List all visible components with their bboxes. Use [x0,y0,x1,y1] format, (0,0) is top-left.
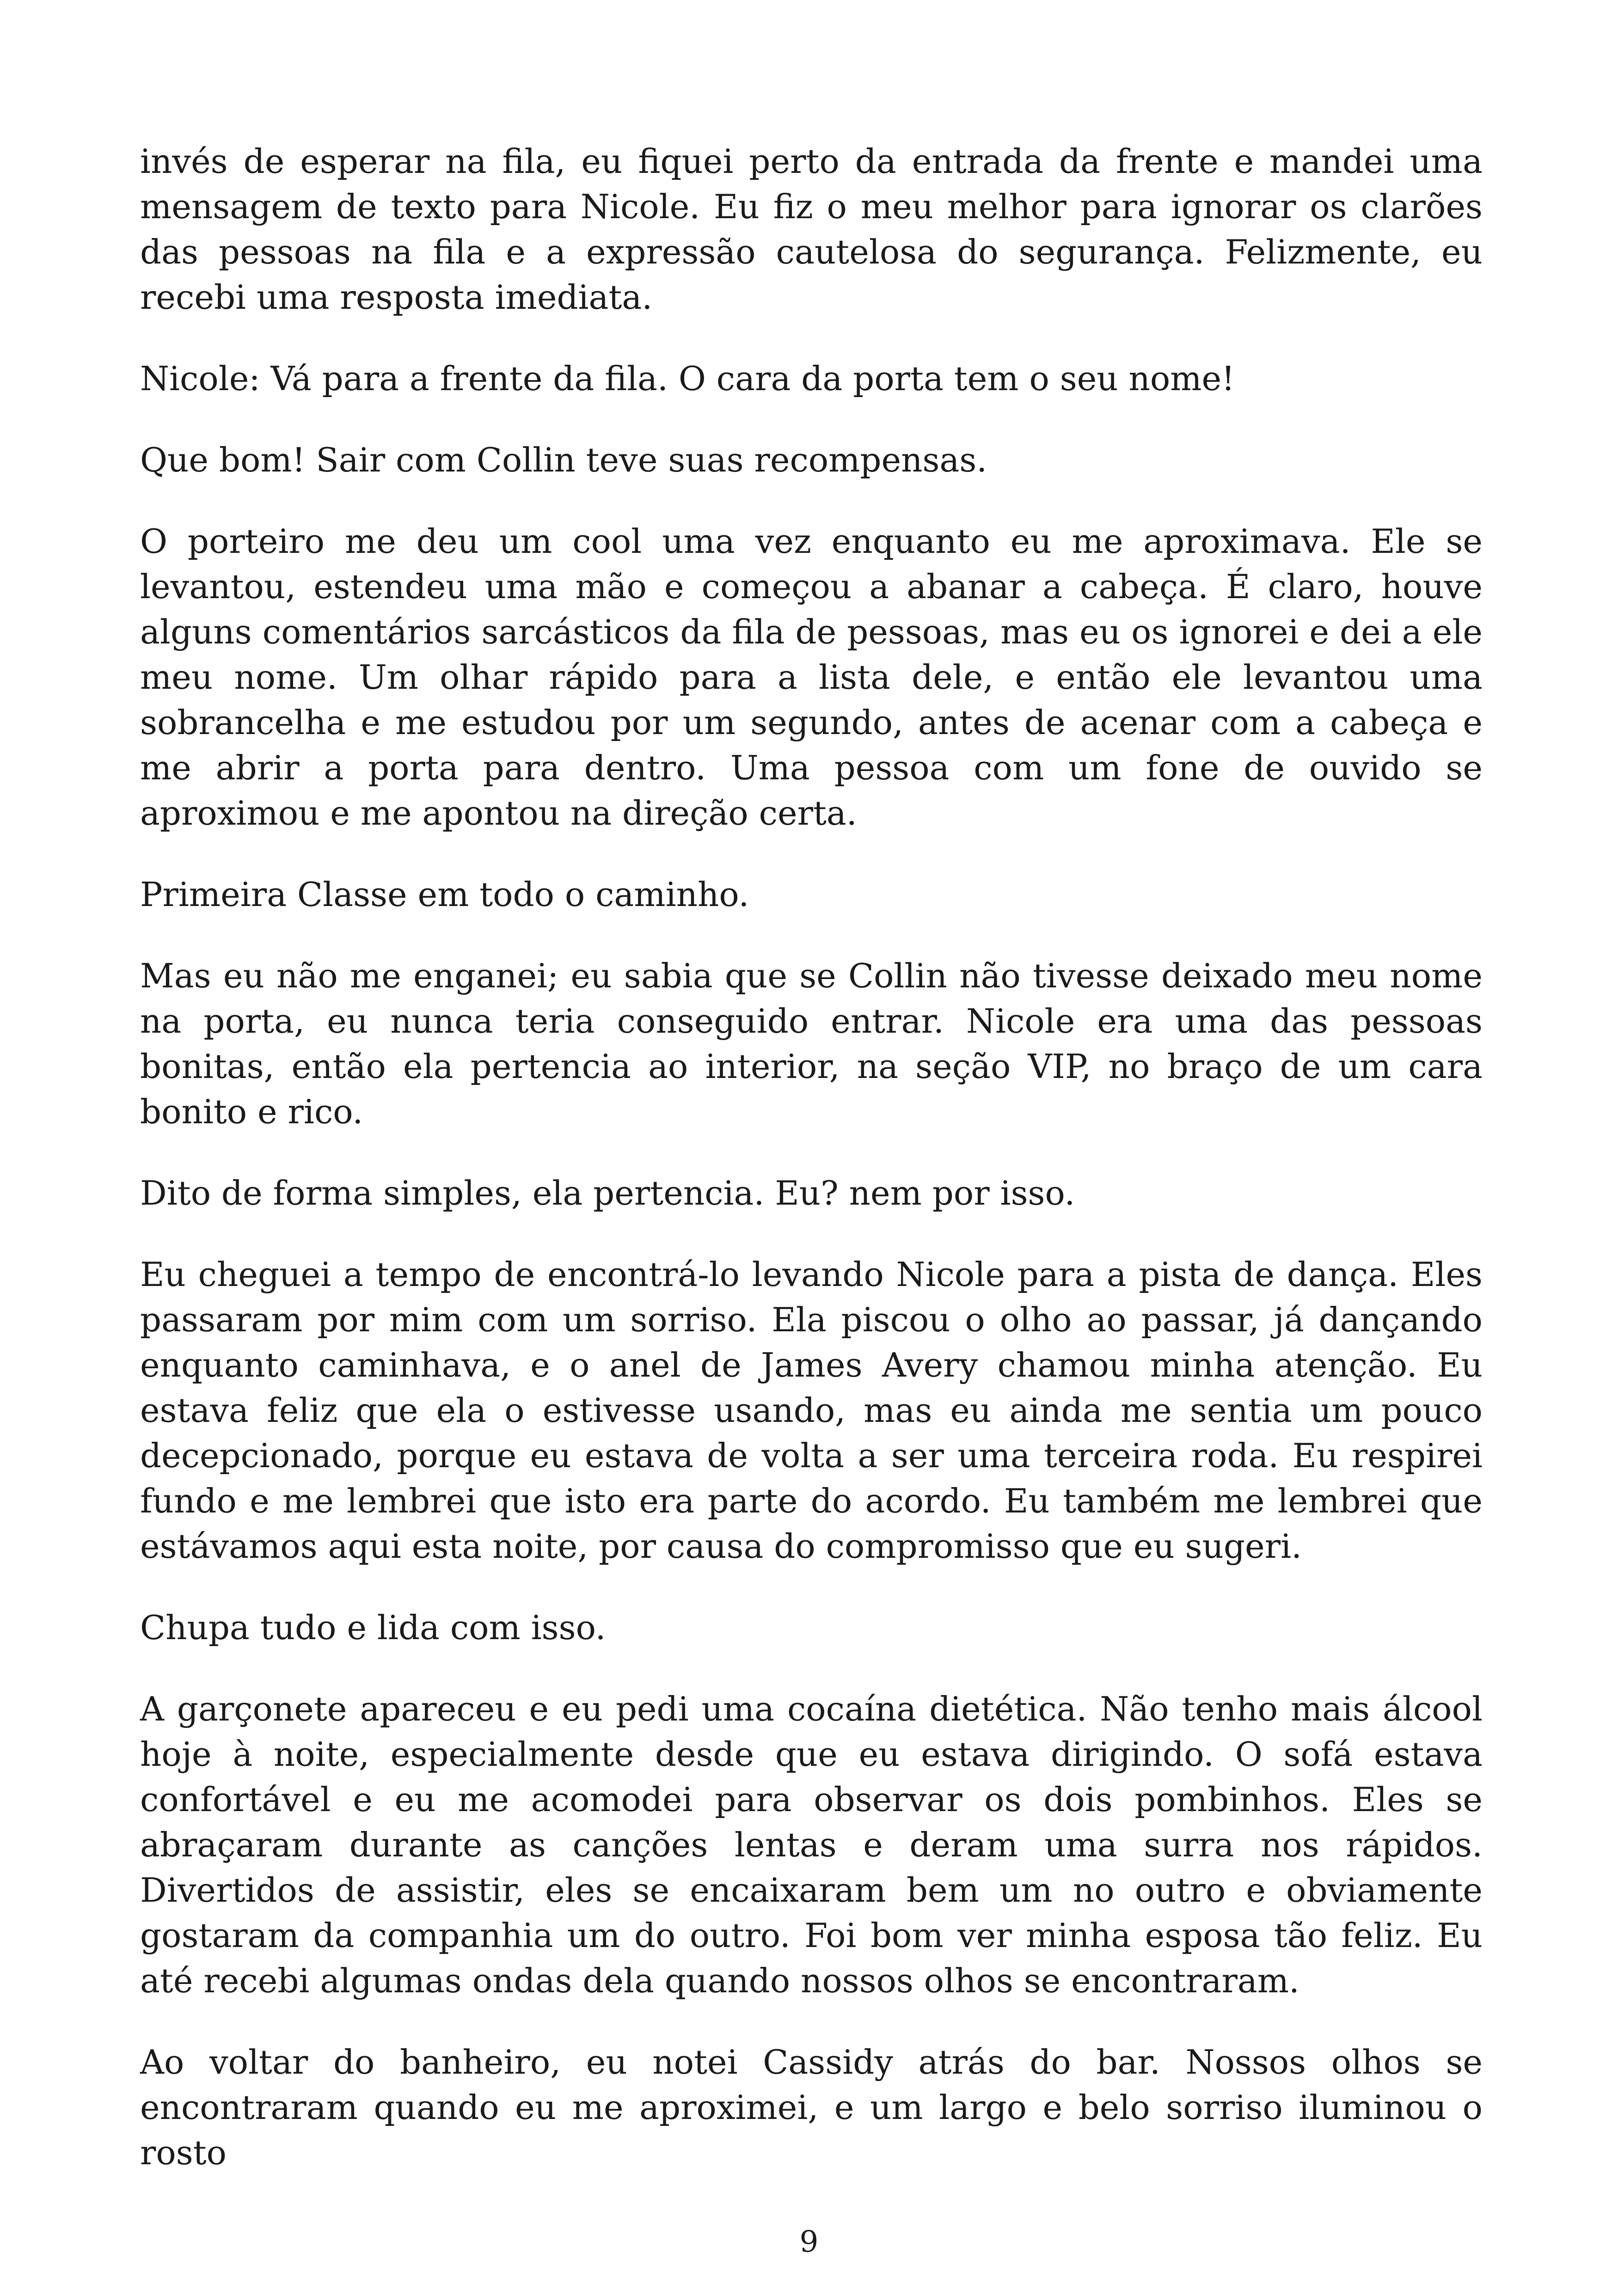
paragraph-3: Que bom! Sair com Collin teve suas recompensas. [140,441,987,479]
paragraph-7: Dito de forma simples, ela pertencia. Eu? nem por isso. [140,1174,1075,1212]
page-number: 9 [799,2225,819,2259]
paragraph-8: Eu cheguei a tempo de encontrá-lo levando Nicole para a pista de dança. Eles passaram por mim com um sorriso. Ela piscou o olho ao passar, já dançando enquanto caminhava, e o anel de James Avery chamou minha atenção. Eu estava feliz que ela o estivesse usando, mas eu ainda me sentia um pouco decepcionado, porque eu estava de volta a ser uma terceira roda. Eu respirei fundo e me lembrei que isto era parte do acordo. Eu também me lembrei que estávamos aqui esta noite, por causa do compromisso que eu sugeri. [140,1255,1483,1566]
page-body [140,139,1483,2211]
paragraph-11: Ao voltar do banheiro, eu notei Cassidy atrás do bar. Nossos olhos se encontraram quando eu me aproximei, e um largo e belo sorriso iluminou o rosto [140,2043,1483,2172]
paragraph-4: O porteiro me deu um cool uma vez enquanto eu me aproximava. Ele se levantou, estendeu uma mão e começou a abanar a cabeça. É claro, houve alguns comentários sarcásticos da fila de pessoas, mas eu os ignorei e dei a ele meu nome. Um olhar rápido para a lista dele, e então ele levantou uma sobrancelha e me estudou por um segundo, antes de acenar com a cabeça e me abrir a porta para dentro. Uma pessoa com um fone de ouvido se aproximou e me apontou na direção certa. [140,522,1483,833]
paragraph-1: invés de esperar na fila, eu fiquei perto da entrada da frente e mandei uma mensagem de texto para Nicole. Eu fiz o meu melhor para ignorar os clarões das pessoas na fila e a expressão cautelosa do segurança. Felizmente, eu recebi uma resposta imediata. [140,142,1483,317]
paragraph-5: Primeira Classe em todo o caminho. [140,875,749,914]
paragraph-9: Chupa tudo e lida com isso. [140,1608,606,1647]
paragraph-10: A garçonete apareceu e eu pedi uma cocaína dietética. Não tenho mais álcool hoje à noite, especialmente desde que eu estava dirigindo. O sofá estava confortável e eu me acomodei para observar os dois pombinhos. Eles se abraçaram durante as canções lentas e deram uma surra nos rápidos. Divertidos de assistir, eles se encaixaram bem um no outro e obviamente gostaram da companhia um do outro. Foi bom ver minha esposa tão feliz. Eu até recebi algumas ondas dela quando nossos olhos se encontraram. [140,1690,1483,2000]
paragraph-2: Nicole: Vá para a frente da fila. O cara da porta tem o seu nome! [140,359,1235,398]
paragraph-6: Mas eu não me enganei; eu sabia que se Collin não tivesse deixado meu nome na porta, eu nunca teria conseguido entrar. Nicole era uma das pessoas bonitas, então ela pertencia ao interior, na seção VIP, no braço de um cara bonito e rico. [140,956,1483,1131]
